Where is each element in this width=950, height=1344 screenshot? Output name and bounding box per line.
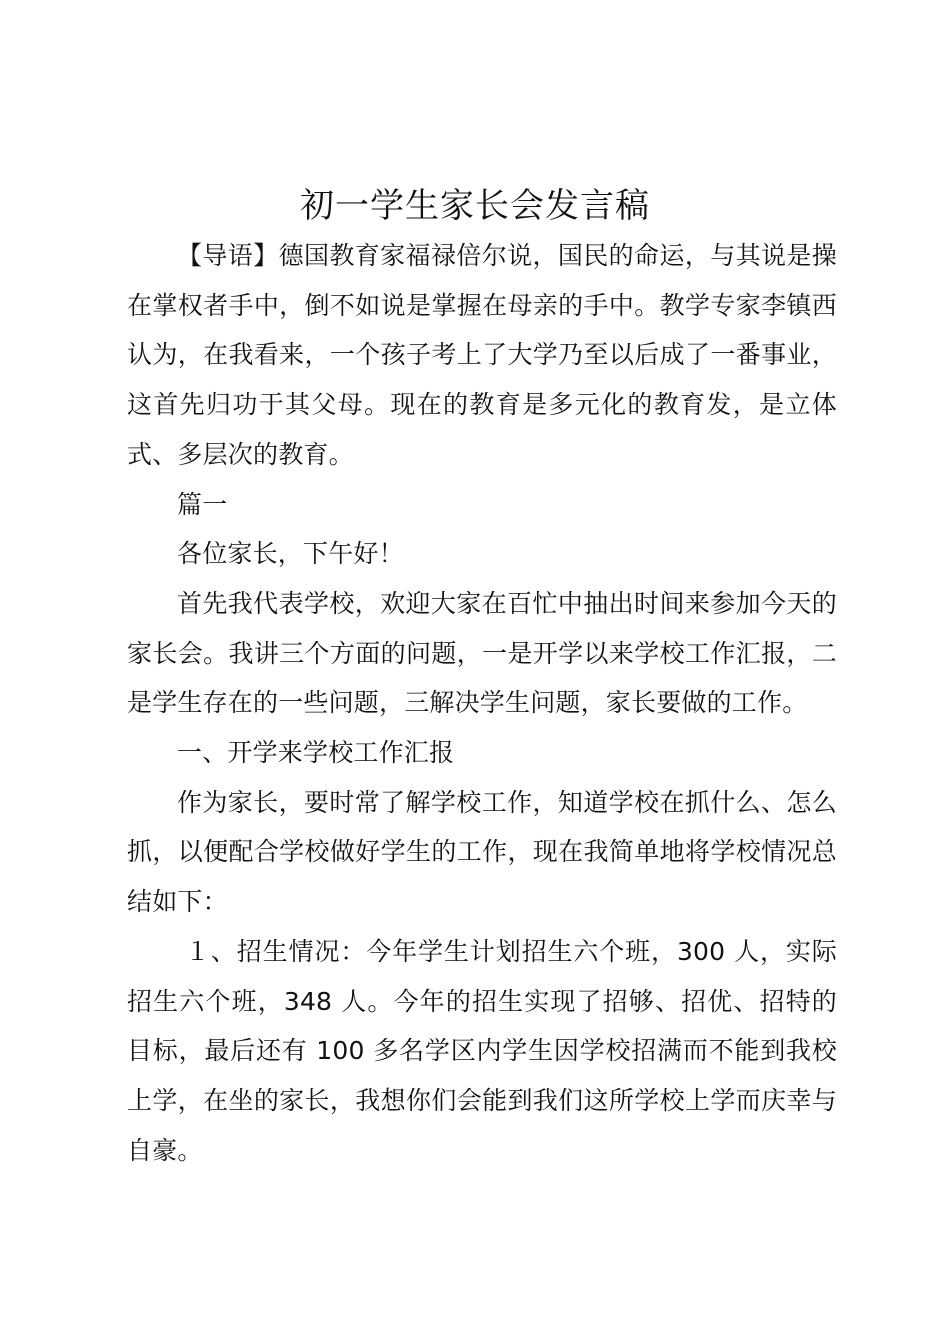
document-title: 初一学生家长会发言稿	[300, 186, 650, 226]
section-heading: 一、开学来学校工作汇报	[177, 738, 455, 768]
school-work-paragraph: 作为家长，要时常了解学校工作，知道学校在抓什么、怎么抓，以便配合学校做好学生的工作，现在我简单地将学校情况总结如下：	[127, 787, 837, 917]
intro-paragraph: 【导语】德国教育家福禄倍尔说，国民的命运，与其说是操在掌权者手中，倒不如说是掌握在母亲的手中。教学专家李镇西认为，在我看来，一个孩子考上了大学乃至以后成了一番事业，这首先归功于其父母。现在的教育是多元化的教育发，是立体式、多层次的教育。	[127, 241, 837, 469]
document-body	[127, 231, 837, 1175]
welcome-paragraph: 首先我代表学校，欢迎大家在百忙中抽出时间来参加今天的家长会。我讲三个方面的问题，一是开学以来学校工作汇报，二是学生存在的一些问题，三解决学生问题，家长要做的工作。	[127, 588, 837, 718]
section-label: 篇一	[177, 489, 228, 519]
greeting-paragraph: 各位家长，下午好！	[177, 539, 404, 569]
enrollment-paragraph: １、招生情况：今年学生计划招生六个班，300 人，实际招生六个班，348 人。今年的招生实现了招够、招优、招特的目标，最后还有 100 多名学区内学生因学校招满而不能到我校上学，在坐的家长，我想你们会能到我们这所学校上学而庆幸与自豪。	[127, 936, 837, 1165]
